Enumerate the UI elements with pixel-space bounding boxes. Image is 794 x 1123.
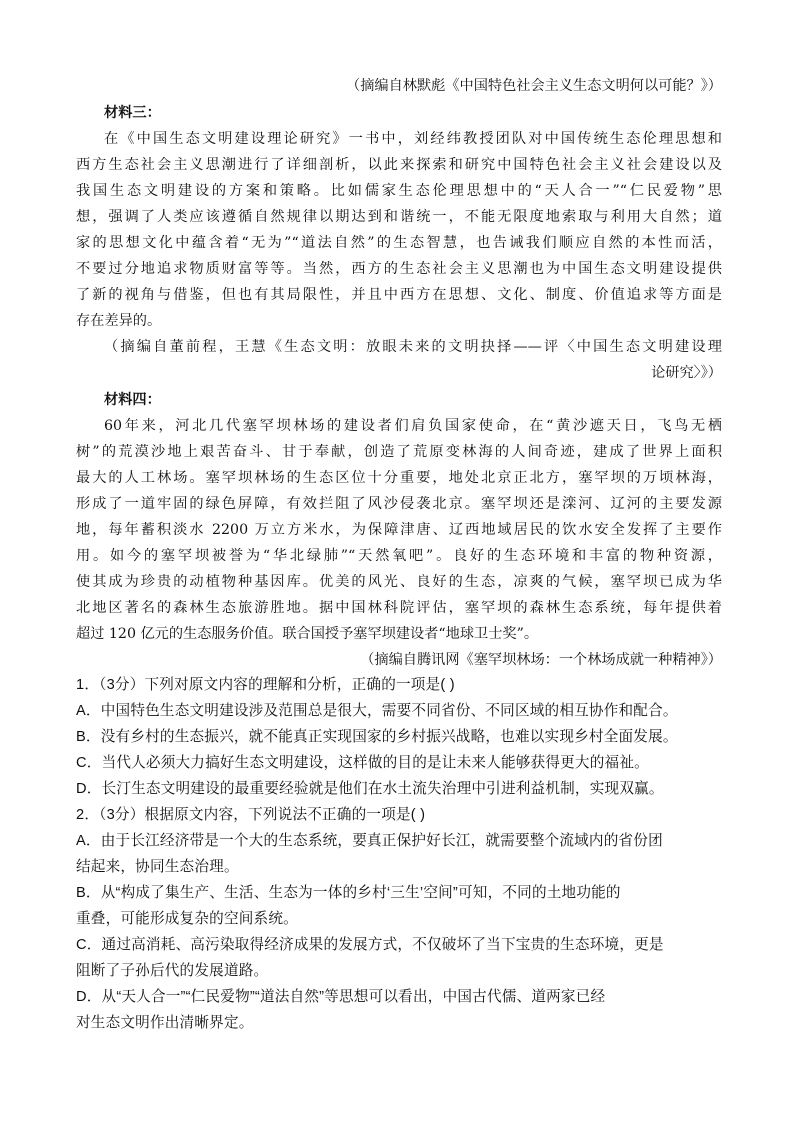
material-4-line: 形成了一道牢固的绿色屏障，有效拦阻了风沙侵袭北京。塞罕坝还是滦河、辽河的主要发源	[76, 496, 722, 512]
material-3-heading: 材料三：	[104, 105, 161, 121]
material-4-line: 树”的荒漠沙地上艰苦奋斗、甘于奉献，创造了荒原变林海的人间奇迹，建成了世界上面积	[76, 444, 722, 460]
material-4-line: 使其成为珍贵的动植物种基因库。优美的风光、良好的生态，凉爽的气候，塞罕坝已成为华	[76, 574, 722, 590]
material-3-line: 西方生态社会主义思潮进行了详细剖析，以此来探索和研究中国特色社会主义社会建设以及	[76, 157, 722, 173]
question-2-option-b: B．从“构成了集生产、生活、生态为一体的乡村‘三生’空间”可知，不同的土地功能的	[76, 885, 621, 901]
question-1-stem: 1．（3分）下列对原文内容的理解和分析，正确的一项是( )	[76, 677, 455, 693]
question-2-stem: 2．（3分）根据原文内容，下列说法不正确的一项是( )	[76, 807, 426, 823]
material-4-line: 最大的人工林场。塞罕坝林场的生态区位十分重要，地处北京正北方，塞罕坝的万顷林海，	[76, 470, 722, 486]
question-2-option-d: D．从“天人合一”“仁民爱物”“道法自然”等思想可以看出，中国古代儒、道两家已经	[76, 989, 606, 1005]
source-citation-3: （摘编自腾讯网《塞罕坝林场：一个林场成就一种精神》）	[360, 652, 722, 668]
source-citation-2-cont: 论研究〉》）	[651, 365, 722, 381]
material-3-line: 想，强调了人类应该遵循自然规律以期达到和谐统一，不能无限度地索取与利用大自然；道	[76, 209, 722, 225]
question-1-option-c: C．当代人必须大力搞好生态文明建设，这样做的目的是让未来人能够获得更大的福祉。	[76, 755, 649, 771]
question-2-option-b-cont: 重叠，可能形成复杂的空间系统。	[76, 911, 298, 927]
source-citation-2: （摘编自董前程，王慧《生态文明：放眼未来的文明抉择——评〈中国生态文明建设理	[104, 339, 722, 355]
material-3-line: 了新的视角与借鉴，但也有其局限性，并且中西方在思想、文化、制度、价值追求等方面是	[76, 287, 722, 303]
material-4-line: 用。如今的塞罕坝被誉为“华北绿肺”“天然氧吧”。良好的生态环境和丰富的物种资源，	[76, 548, 722, 564]
question-2-option-a: A．由于长江经济带是一个大的生态系统，要真正保护好长江，就需要整个流域内的省份团	[76, 833, 663, 849]
source-citation-1: （摘编自林默彪《中国特色社会主义生态文明何以可能？》）	[346, 78, 722, 94]
material-4-line: 60年来，河北几代塞罕坝林场的建设者们肩负国家使命，在“黄沙遮天日，飞鸟无栖	[104, 418, 722, 434]
question-2-option-c: C．通过高消耗、高污染取得经济成果的发展方式，不仅破坏了当下宝贵的生态环境，更是	[76, 937, 664, 953]
question-1-option-a: A．中国特色生态文明建设涉及范围总是很大，需要不同省份、不同区域的相互协作和配合。	[76, 703, 678, 719]
question-1-option-d: D．长汀生态文明建设的最重要经验就是他们在水土流失治理中引进利益机制，实现双赢。	[76, 781, 664, 797]
material-4-line: 地，每年蓄积淡水 2200 万立方米水，为保障津唐、辽西地域居民的饮水安全发挥了主要作	[76, 522, 722, 538]
material-3-line: 在《中国生态文明建设理论研究》一书中，刘经纬教授团队对中国传统生态伦理思想和	[104, 131, 722, 147]
material-4-line: 北地区著名的森林生态旅游胜地。据中国林科院评估，塞罕坝的森林生态系统，每年提供着	[76, 600, 722, 616]
material-4-heading: 材料四：	[104, 392, 161, 408]
material-3-line: 家的思想文化中蕴含着“无为”“道法自然”的生态智慧，也告诫我们顺应自然的本性而活，	[76, 235, 722, 251]
question-2-option-d-cont: 对生态文明作出清晰界定。	[76, 1015, 254, 1031]
question-2-option-c-cont: 阻断了子孙后代的发展道路。	[76, 963, 269, 979]
material-3-line: 不要过分地追求物质财富等等。当然，西方的生态社会主义思潮也为中国生态文明建设提供	[76, 261, 722, 277]
material-3-line: 存在差异的。	[76, 313, 162, 329]
question-2-option-a-cont: 结起来，协同生态治理。	[76, 859, 239, 875]
question-1-option-b: B．没有乡村的生态振兴，就不能真正实现国家的乡村振兴战略，也难以实现乡村全面发展。	[76, 729, 678, 745]
material-3-line: 我国生态文明建设的方案和策略。比如儒家生态伦理思想中的“天人合一”“仁民爱物”思	[76, 183, 722, 199]
material-4-line: 超过 120 亿元的生态服务价值。联合国授予塞罕坝建设者“地球卫士奖”。	[76, 626, 539, 642]
